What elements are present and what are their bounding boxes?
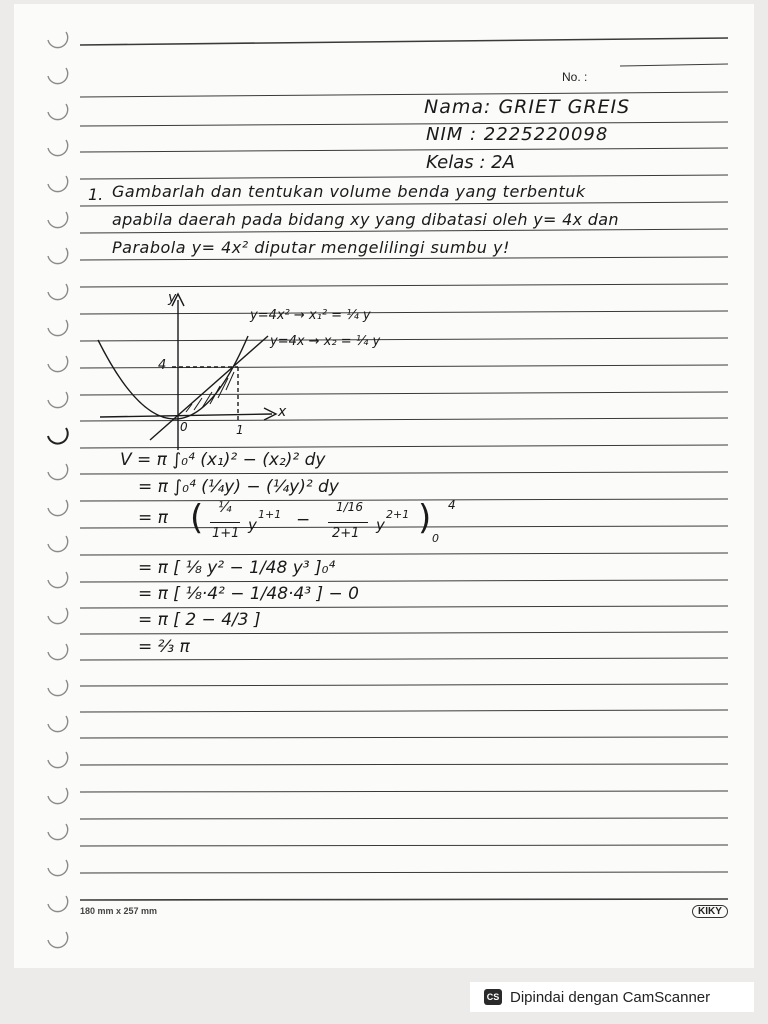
question-line-1: Gambarlah dan tentukan volume benda yang terbentuk: [112, 182, 586, 201]
step3-minus: −: [296, 510, 311, 530]
step3-frac1-bar: [210, 522, 240, 523]
step3-frac2-num: 1/16: [336, 500, 363, 514]
step3-frac2-bar: [328, 522, 368, 523]
graph-y-label: y: [168, 290, 177, 306]
question-number: 1.: [88, 185, 104, 204]
solution-step-2: = π ∫₀⁴ (¼y) − (¼y)² dy: [138, 477, 339, 497]
step3-frac1-den: 1+1: [212, 526, 240, 541]
parabola-curve: [98, 336, 248, 419]
graph-tick-x-1: 1: [236, 423, 244, 437]
paper-size-label: 180 mm x 257 mm: [80, 906, 158, 916]
curve-line-label: y=4x → x₂ = ¼ y: [270, 334, 381, 349]
solution-step-5: = π [ ⅛·4² − 1/48·4³ ] − 0: [138, 584, 359, 604]
step3-open-paren: (: [190, 498, 204, 538]
step3-upper-limit: 4: [448, 498, 456, 512]
step3-prefix: = π: [138, 508, 168, 528]
brand-logo: KIKY: [692, 905, 728, 918]
step3-exp2: 2+1: [386, 508, 410, 521]
question-line-2: apabila daerah pada bidang xy yang dibatasi oleh y= 4x dan: [112, 210, 619, 229]
step3-exp1: 1+1: [258, 508, 282, 521]
solution-step-7: = ⅔ π: [138, 637, 190, 657]
line-y-4x: [150, 336, 268, 440]
spiral-holes: [48, 32, 68, 948]
step3-frac1-num: ¼: [218, 500, 232, 516]
step3-close-paren: ): [418, 498, 432, 538]
solution-step-4: = π [ ⅛ y² − 1/48 y³ ]₀⁴: [138, 558, 336, 578]
graph-x-label: x: [278, 404, 287, 420]
page-number-label: No. :: [562, 70, 588, 84]
solution-step-6: = π [ 2 − 4/3 ]: [138, 610, 261, 630]
graph-tick-y-4: 4: [158, 358, 167, 373]
student-class: Kelas : 2A: [426, 152, 515, 173]
step3-frac2-den: 2+1: [332, 526, 360, 541]
camscanner-label: Dipindai dengan CamScanner: [510, 988, 711, 1006]
question-line-3: Parabola y= 4x² diputar mengelilingi sumbu y!: [112, 238, 510, 257]
curve-parabola-label: y=4x² → x₁² = ¼ y: [250, 308, 371, 323]
camscanner-badge: [470, 982, 754, 1012]
camscanner-logo-icon: CS: [484, 989, 502, 1005]
step3-y1: y: [248, 516, 257, 534]
solution-step-1: V = π ∫₀⁴ (x₁)² − (x₂)² dy: [120, 450, 326, 470]
step3-y2: y: [376, 516, 385, 534]
step3-lower-limit: 0: [432, 532, 439, 545]
graph-origin: 0: [180, 420, 188, 434]
student-nim: NIM : 2225220098: [426, 124, 609, 145]
student-name: Nama: GRIET GREIS: [424, 96, 631, 118]
